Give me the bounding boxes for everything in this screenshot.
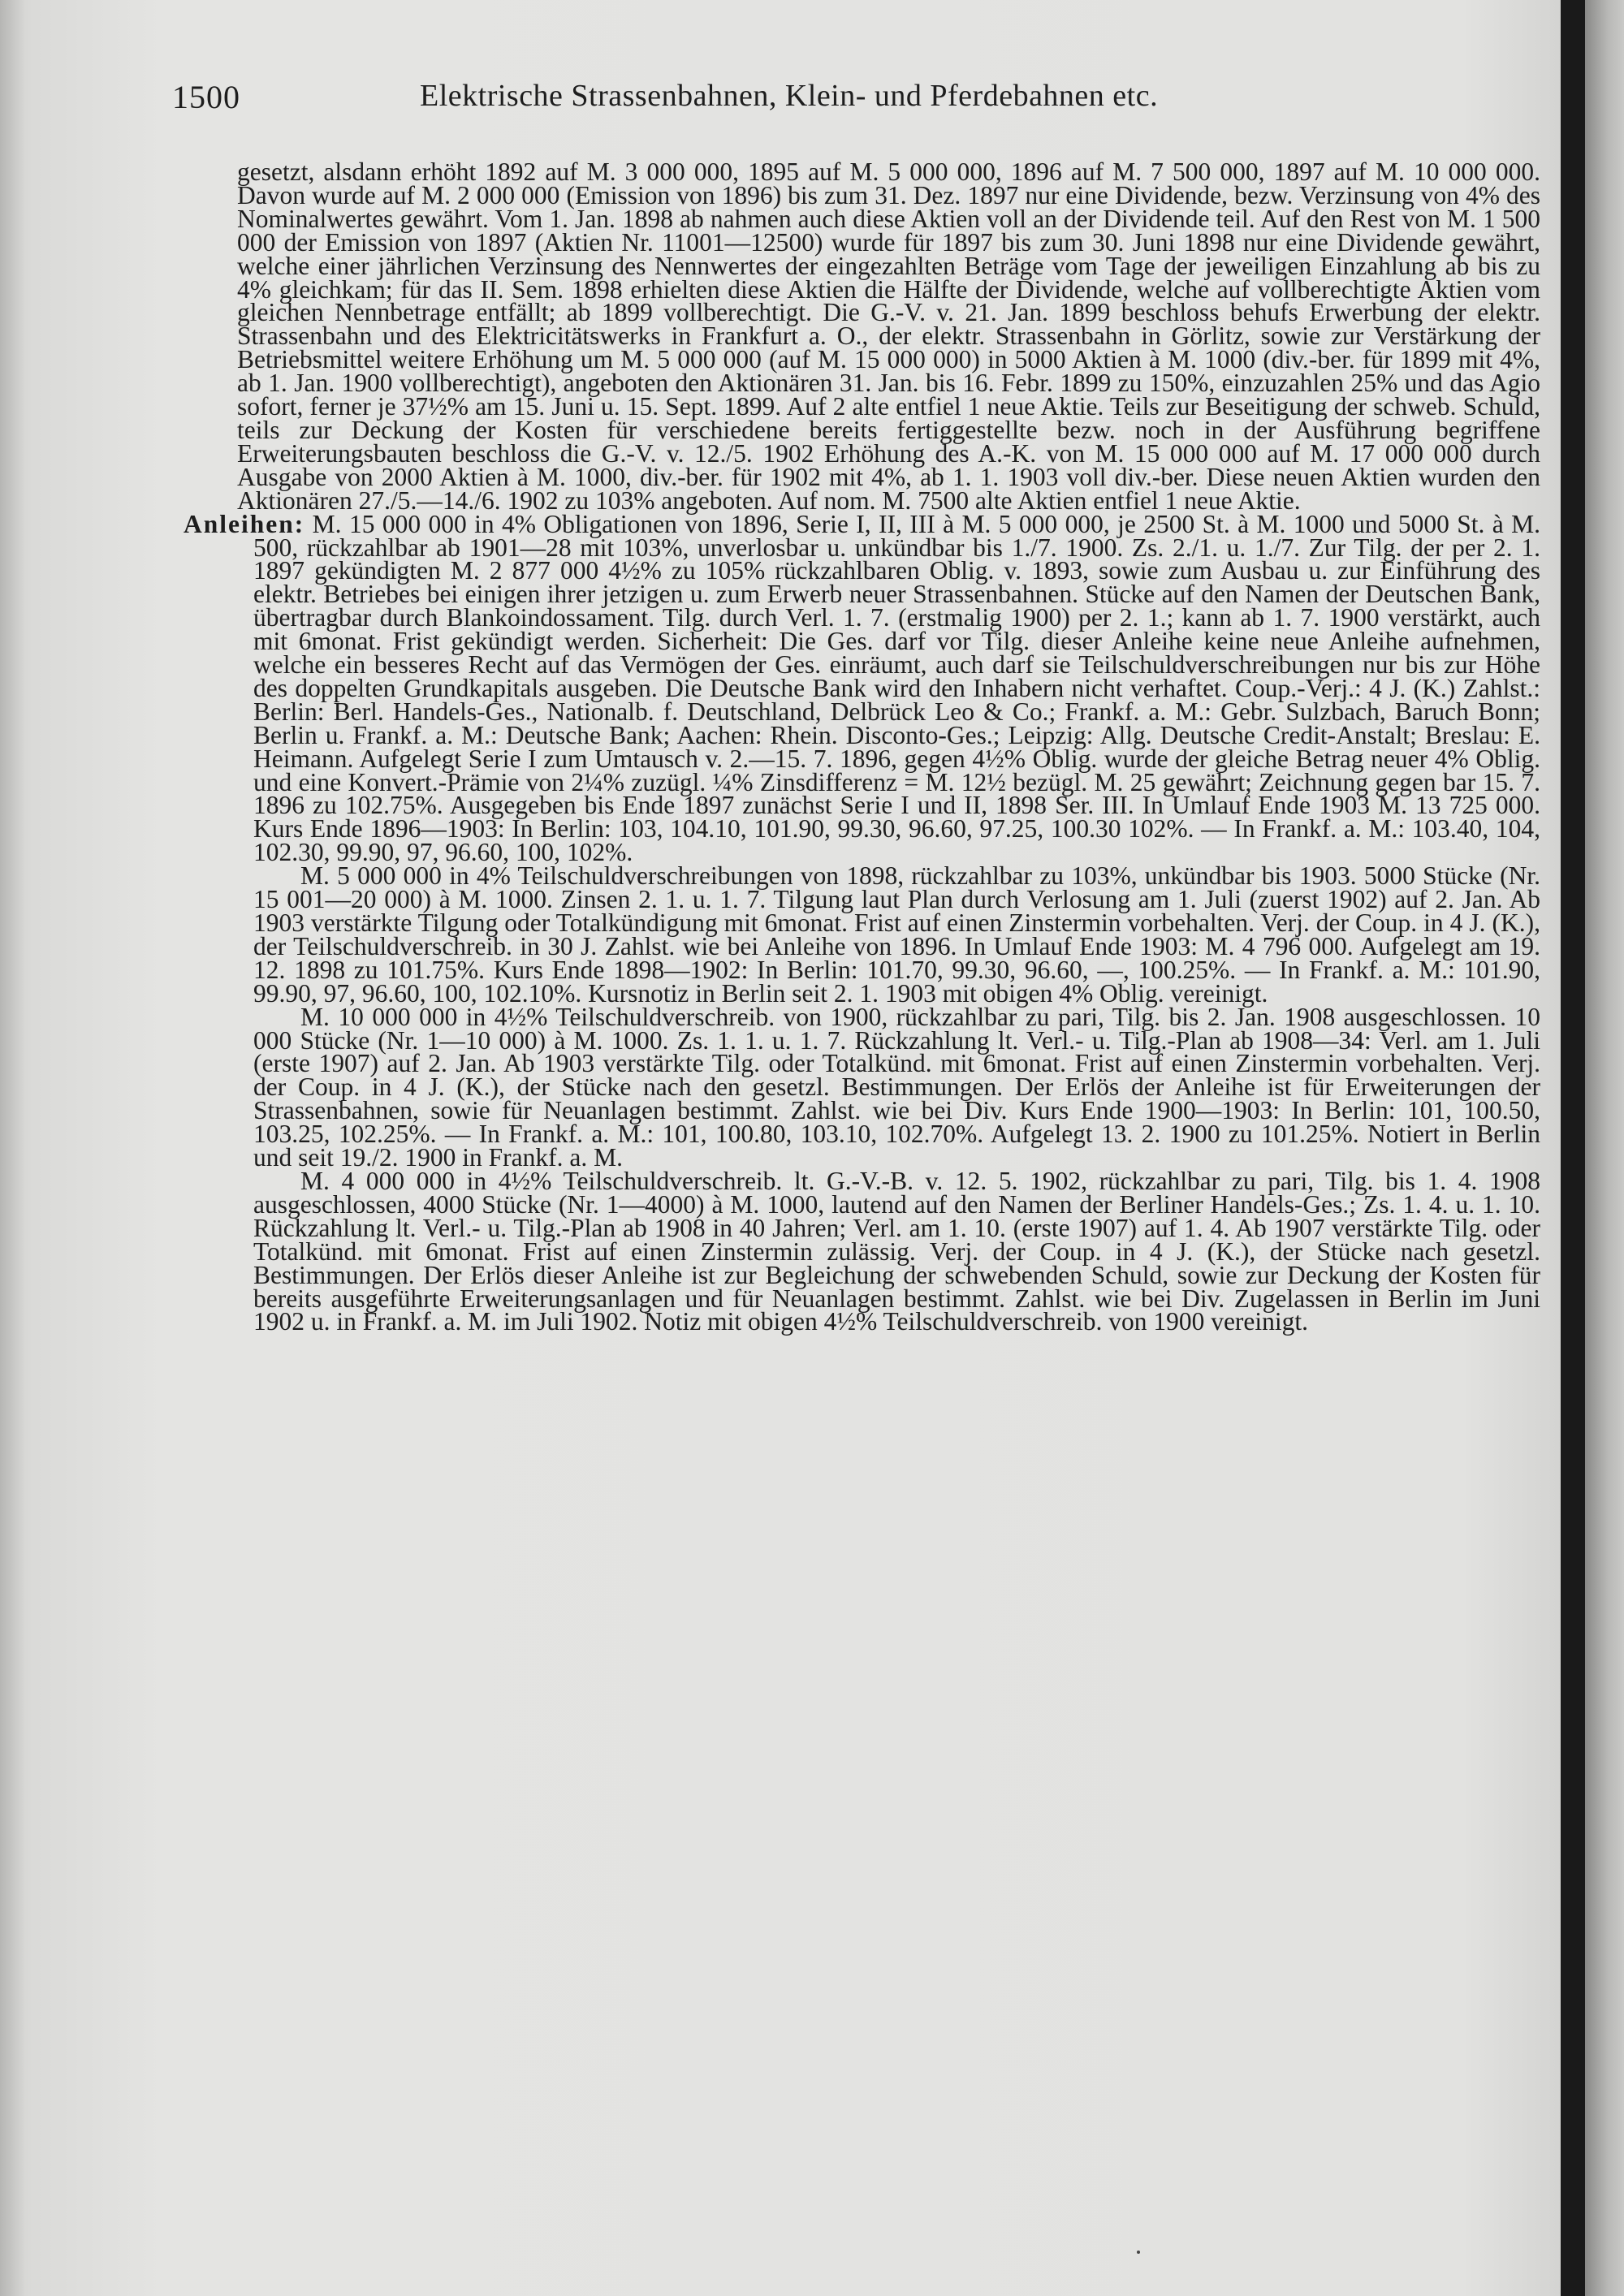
page-left-edge	[0, 0, 24, 2296]
book-edge	[1585, 0, 1624, 2296]
capital-paragraph: gesetzt, alsdann erhöht 1892 auf M. 3 000 000, 1895 auf M. 5 000 000, 1896 auf M. 7 500 000, 1897 auf M. 10 000 000. Davon wurde auf M. 2 000 000 (Emission von 1896) bis zum 31. Dez. 1897 nur eine Dividende, bezw. Verzinsung von 4% des Nominalwertes gewährt. Vom 1. Jan. 1898 ab nahmen auch diese Aktien voll an der Dividende teil. Auf den Rest von M. 1 500 000 der Emission von 1897 (Aktien Nr. 11001—12500) wurde für 1897 bis zum 30. Juni 1898 nur eine Dividende gewährt, welche einer jährlichen Verzinsung des Nennwertes der eingezahlten Beträge vom Tage der jeweiligen Einzahlung ab bis zu 4% gleichkam; für das II. Sem. 1898 erhielten diese Aktien die Hälfte der Dividende, welche auf vollberechtigte Aktien vom gleichen Nennbetrage entfällt; ab 1899 vollberechtigt. Die G.-V. v. 21. Jan. 1899 beschloss behufs Erwerbung der elektr. Strassenbahn und des Elektricitätswerks in Frankfurt a. O., der elektr. Strassenbahn in Görlitz, sowie zur Verstärkung der Betriebsmittel weitere Erhöhung um M. 5 000 000 (auf M. 15 000 000) in 5000 Aktien à M. 1000 (div.-ber. für 1899 mit 4%, ab 1. Jan. 1900 vollberechtigt), angeboten den Aktionären 31. Jan. bis 16. Febr. 1899 zu 150%, einzuzahlen 25% und das Agio sofort, ferner je 37½% am 15. Juni u. 15. Sept. 1899. Auf 2 alte entfiel 1 neue Aktie. Teils zur Beseitigung der schweb. Schuld, teils zur Deckung der Kosten für verschiedene bereits fertiggestellte bezw. noch in der Ausführung begriffene Erweiterungsbauten beschloss die G.-V. v. 12./5. 1902 Erhöhung des A.-K. von M. 15 000 000 auf M. 17 000 000 durch Ausgabe von 2000 Aktien à M. 1000, div.-ber. für 1902 mit 4%, ab 1. 1. 1903 voll div.-ber. Diese neuen Aktien wurden den Aktionären 27./5.—14./6. 1902 zu 103% angeboten. Auf nom. M. 7500 alte Aktien entfiel 1 neue Aktie.	[237, 158, 1540, 515]
loan-paragraph-1898: M. 5 000 000 in 4% Teilschuldverschreibungen von 1898, rückzahlbar zu 103%, unkündbar bis 1903. 5000 Stücke (Nr. 15 001—20 000) à M. 1000. Zinsen 2. 1. u. 1. 7. Tilgung laut Plan durch Verlosung am 1. Juli (zuerst 1902) auf 2. Jan. Ab 1903 verstärkte Tilgung oder Totalkündigung mit 6monat. Frist auf einen Zinstermin vorbehalten. Verj. der Coup. in 4 J. (K.), der Teilschuldverschreib. in 30 J. Zahlst. wie bei Anleihe von 1896. In Umlauf Ende 1903: M. 4 796 000. Aufgelegt am 19. 12. 1898 zu 101.75%. Kurs Ende 1898—1902: In Berlin: 101.70, 99.30, 96.60, —, 100.25%. — In Frankf. a. M.: 101.90, 99.90, 97, 96.60, 100, 102.10%. Kursnotiz in Berlin seit 2. 1. 1903 mit obigen 4% Oblig. vereinigt.	[253, 861, 1540, 1008]
page-header	[172, 78, 1471, 127]
page-body	[184, 158, 1541, 1336]
loan-paragraph-1896	[184, 509, 1541, 867]
print-speck	[1137, 2251, 1140, 2254]
loans-heading: Anleihen:	[184, 509, 305, 538]
loan-1896-text: M. 15 000 000 in 4% Obligationen von 1896, Serie I, II, III à M. 5 000 000, je 2500 St. à M. 1000 und 5000 St. à M. 500, rückzahlbar ab 1901—28 mit 103%, unverlosbar u. unkündbar bis 1./7. 1900. Zs. 2./1. u. 1./7. Zur Tilg. der per 2. 1. 1897 gekündigten M. 2 877 000 4½% zu 105% rückzahlbaren Oblig. v. 1893, sowie zum Ausbau u. zur Einführung des elektr. Betriebes bei einigen ihrer jetzigen u. zum Erwerb neuer Strassenbahnen. Stücke auf den Namen der Deutschen Bank, übertragbar durch Blankoindossament. Tilg. durch Verl. 1. 7. (erstmalig 1900) per 2. 1.; kann ab 1. 7. 1900 verstärkt, auch mit 6monat. Frist gekündigt werden. Sicherheit: Die Ges. darf vor Tilg. dieser Anleihe keine neue Anleihe aufnehmen, welche ein besseres Recht auf das Vermögen der Ges. einräumt, auch darf sie Teilschuldverschreibungen nur bis zur Höhe des doppelten Grundkapitals ausgeben. Die Deutsche Bank wird den Inhabern nicht verhaftet. Coup.-Verj.: 4 J. (K.) Zahlst.: Berlin: Berl. Handels-Ges., Nationalb. f. Deutschland, Delbrück Leo & Co.; Frankf. a. M.: Gebr. Sulzbach, Baruch Bonn; Berlin u. Frankf. a. M.: Deutsche Bank; Aachen: Rhein. Disconto-Ges.; Leipzig: Allg. Deutsche Credit-Anstalt; Breslau: E. Heimann. Aufgelegt Serie I zum Umtausch v. 2.—15. 7. 1896, gegen 4½% Oblig. wurde der gleiche Betrag neuer 4% Oblig. und eine Konvert.-Prämie von 2¼% zuzügl. ¼% Zinsdifferenz = M. 12½ bezügl. M. 25 gewährt; Zeichnung gegen bar 15. 7. 1896 zu 102.75%. Ausgegeben bis Ende 1897 zunächst Serie I und II, 1898 Ser. III. In Umlauf Ende 1903 M. 13 725 000. Kurs Ende 1896—1903: In Berlin: 103, 104.10, 101.90, 99.30, 96.60, 97.25, 100.30 102%. — In Frankf. a. M.: 103.40, 104, 102.30, 99.90, 97, 96.60, 100, 102%.	[253, 509, 1541, 867]
page-number: 1500	[172, 79, 240, 115]
loan-paragraph-1900: M. 10 000 000 in 4½% Teilschuldverschreib. von 1900, rückzahlbar zu pari, Tilg. bis 2. Jan. 1908 ausgeschlossen. 10 000 Stücke (Nr. 1—10 000) à M. 1000. Zs. 1. 1. u. 1. 7. Rückzahlung lt. Verl.- u. Tilg.-Plan ab 1908—34: Verl. am 1. Juli (erste 1907) auf 2. Jan. Ab 1903 verstärkte Tilg. oder Totalkünd. mit 6monat. Frist auf einen Zinstermin vorbehalten. Verj. der Coup. in 4 J. (K.), der Stücke nach den gesetzl. Bestimmungen. Der Erlös der Anleihe ist für Erweiterungen der Strassenbahnen, sowie für Neuanlagen bestimmt. Zahlst. wie bei Div. Kurs Ende 1900—1903: In Berlin: 101, 100.50, 103.25, 102.25%. — In Frankf. a. M.: 101, 100.80, 103.10, 102.70%. Aufgelegt 13. 2. 1900 zu 101.25%. Notiert in Berlin und seit 19./2. 1900 in Frankf. a. M.	[253, 1002, 1540, 1172]
loan-paragraph-1902: M. 4 000 000 in 4½% Teilschuldverschreib. lt. G.-V.-B. v. 12. 5. 1902, rückzahlbar zu pari, Tilg. bis 1. 4. 1908 ausgeschlossen, 4000 Stücke (Nr. 1—4000) à M. 1000, lautend auf den Namen der Berliner Handels-Ges.; Zs. 1. 4. u. 1. 10. Rückzahlung lt. Verl.- u. Tilg.-Plan ab 1908 in 40 Jahren; Verl. am 1. 10. (erste 1907) auf 1. 4. Ab 1907 verstärkte Tilg. oder Totalkünd. mit 6monat. Frist auf einen Zinstermin zulässig. Verj. der Coup. in 4 J. (K.), der Stücke nach gesetzl. Bestimmungen. Der Erlös dieser Anleihe ist zur Begleichung der schwebenden Schuld, sowie zur Deckung der Kosten für bereits ausgeführte Erweiterungsanlagen und für Neuanlagen bestimmt. Zahlst. wie bei Div. Zugelassen in Berlin im Juni 1902 u. in Frankf. a. M. im Juli 1902. Notiz mit obigen 4½% Teilschuldverschreib. von 1900 vereinigt.	[253, 1166, 1540, 1336]
book-spine-shadow	[1561, 0, 1585, 2296]
running-title: Elektrische Strassenbahnen, Klein- und Pferdebahnen etc.	[420, 79, 1159, 113]
